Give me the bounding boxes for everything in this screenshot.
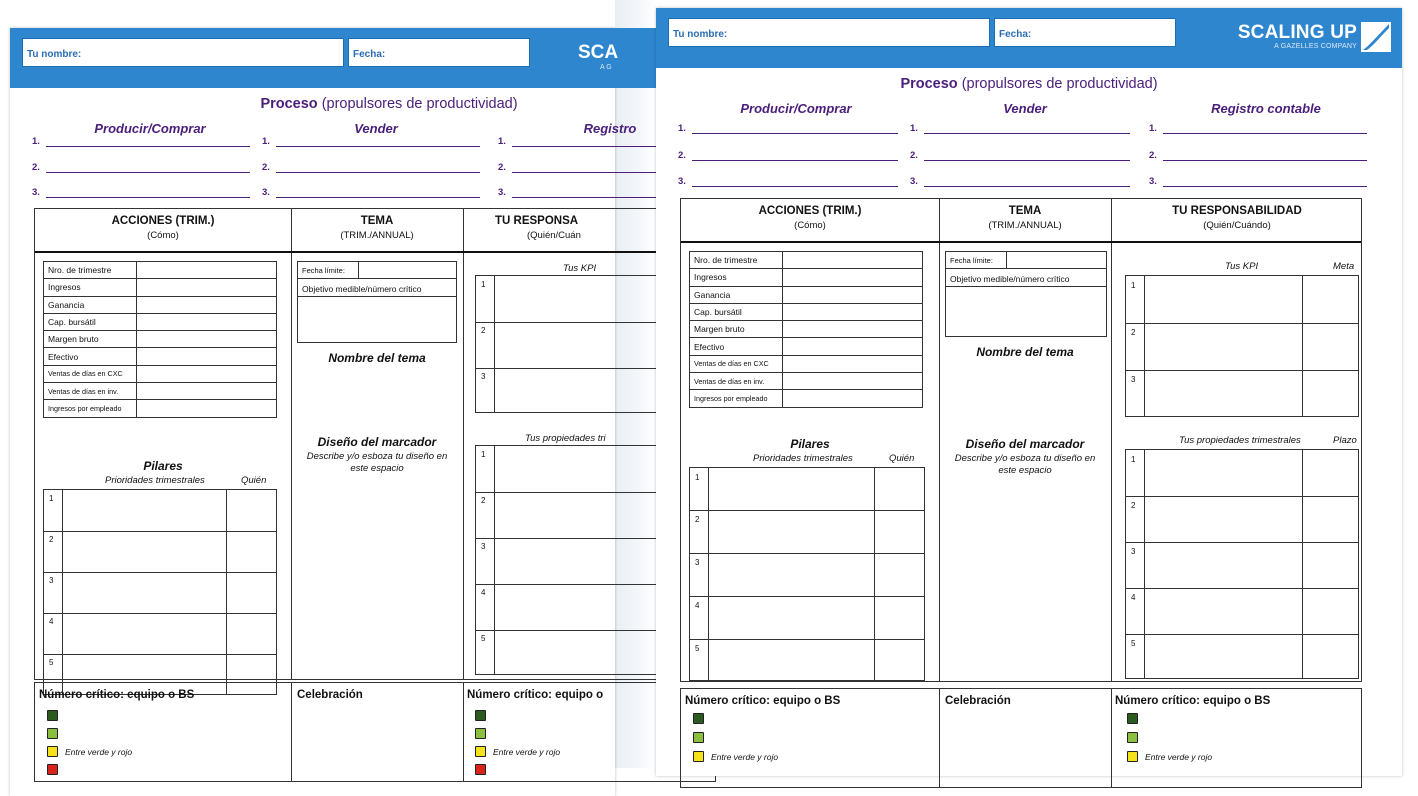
metrics-table: Nro. de trimestre Ingresos Ganancia Cap. bursátil Margen bruto Efectivo Ventas de días en CXC Ventas de días en inv. Ingresos por empleado xyxy=(43,261,277,418)
name-label: Tu nombre: xyxy=(27,49,82,60)
scoreboard-title: Diseño del marcador xyxy=(317,435,437,449)
column-head-produce: Producir/Comprar xyxy=(740,101,852,116)
name-label: Tu nombre: xyxy=(673,29,728,40)
process-line[interactable]: 1. xyxy=(262,136,270,147)
date-field[interactable] xyxy=(348,38,530,67)
kpi-grid[interactable]: 1 2 3 xyxy=(475,275,675,413)
pilares-sub: Prioridades trimestrales xyxy=(105,475,205,486)
bottom-grid xyxy=(680,688,1362,788)
worksheet-page-right xyxy=(656,8,1402,776)
date-label: Fecha: xyxy=(353,49,386,60)
yellow-square[interactable] xyxy=(475,746,486,757)
kpi-label: Tus KPI xyxy=(1225,261,1259,272)
process-line[interactable]: 3. xyxy=(678,176,686,187)
pilares-title: Pilares xyxy=(143,459,183,473)
theme-box[interactable]: Fecha límite: Objetivo medible/número crítico xyxy=(945,251,1107,337)
red-square[interactable] xyxy=(475,764,486,775)
resp-header: TU RESPONSA (Quién/Cuán xyxy=(495,215,581,241)
logo-title: SCA xyxy=(578,42,619,63)
scoreboard-desc: Describe y/o esboza tu diseño en este espacio xyxy=(306,451,448,474)
process-line[interactable]: 1. xyxy=(678,123,686,134)
critical-number-title-2: Número crítico: equipo o xyxy=(467,689,604,701)
critical-number-title: Número crítico: equipo o BS xyxy=(39,689,195,701)
red-square[interactable] xyxy=(47,764,58,775)
pilares-grid[interactable]: 1 2 3 4 5 xyxy=(43,489,277,695)
column-head-accounting: Registro xyxy=(583,121,637,136)
logo-mark-icon xyxy=(1361,22,1391,52)
pilares-grid[interactable]: 1 2 3 4 5 xyxy=(689,467,925,681)
kpi-grid[interactable]: 1 2 3 xyxy=(1125,275,1359,417)
process-line[interactable]: 2. xyxy=(498,162,506,173)
yellow-square[interactable] xyxy=(47,746,58,757)
celebration-title: Celebración xyxy=(297,689,363,701)
light-green-square[interactable] xyxy=(1127,732,1138,743)
process-line[interactable]: 2. xyxy=(32,162,40,173)
metrics-table: Nro. de trimestre Ingresos Ganancia Cap. bursátil Margen bruto Efectivo Ventas de días en CXC Ventas de días en inv. Ingresos por empleado xyxy=(689,251,923,408)
process-line[interactable]: 1. xyxy=(910,123,918,134)
dark-green-square[interactable] xyxy=(475,710,486,721)
process-line[interactable]: 1. xyxy=(498,136,506,147)
column-head-produce: Producir/Comprar xyxy=(94,121,206,136)
dark-green-square[interactable] xyxy=(47,710,58,721)
scaling-up-logo: SCALING UP A GAZELLES COMPANY xyxy=(1231,22,1391,62)
pilares-sub: Prioridades trimestrales xyxy=(753,453,853,464)
tema-header: TEMA (TRIM./ANNUAL) xyxy=(340,215,414,241)
main-grid xyxy=(680,198,1362,682)
logo-clipped xyxy=(578,42,618,71)
between-label: Entre verde y rojo xyxy=(65,747,133,757)
yellow-square[interactable] xyxy=(693,751,704,762)
process-line[interactable]: 3. xyxy=(910,176,918,187)
props-grid[interactable]: 1 2 3 4 5 xyxy=(475,445,675,675)
critical-number-title-2: Número crítico: equipo o BS xyxy=(1115,695,1271,707)
column-head-accounting: Registro contable xyxy=(1211,101,1321,116)
process-line[interactable]: 3. xyxy=(32,187,40,198)
theme-name: Nombre del tema xyxy=(328,351,426,365)
worksheet-page-left xyxy=(10,28,637,796)
process-line[interactable]: 3. xyxy=(1149,176,1157,187)
scoreboard-desc: Describe y/o esboza tu diseño en este espacio xyxy=(954,453,1096,476)
critical-number-title: Número crítico: equipo o BS xyxy=(685,695,841,707)
light-green-square[interactable] xyxy=(475,728,486,739)
process-line[interactable]: 1. xyxy=(32,136,40,147)
between-label: Entre verde y rojo xyxy=(1145,752,1213,762)
process-line[interactable]: 3. xyxy=(498,187,506,198)
props-label: Tus propiedades tri xyxy=(525,433,606,444)
theme-box[interactable]: Fecha límite: Objetivo medible/número crítico xyxy=(297,261,457,343)
kpi-goal: Meta xyxy=(1333,261,1355,272)
kpi-label: Tus KPI xyxy=(563,263,597,274)
celebration-title: Celebración xyxy=(945,695,1011,707)
process-title: Proceso (propulsores de productividad) xyxy=(260,96,518,112)
pilares-who: Quién xyxy=(241,475,267,486)
resp-header: TU RESPONSABILIDAD (Quién/Cuándo) xyxy=(1172,205,1302,231)
light-green-square[interactable] xyxy=(693,732,704,743)
column-head-sell: Vender xyxy=(354,121,398,136)
pilares-title: Pilares xyxy=(790,437,830,451)
yellow-square[interactable] xyxy=(1127,751,1138,762)
process-line[interactable]: 2. xyxy=(1149,150,1157,161)
header-bar xyxy=(10,28,756,88)
between-label: Entre verde y rojo xyxy=(493,747,561,757)
process-line[interactable]: 2. xyxy=(910,150,918,161)
bottom-grid xyxy=(34,682,716,782)
name-field[interactable] xyxy=(22,38,344,67)
acciones-header: ACCIONES (TRIM.) (Cómo) xyxy=(758,205,862,231)
process-line[interactable]: 1. xyxy=(1149,123,1157,134)
props-label: Tus propiedades trimestrales xyxy=(1179,435,1301,446)
process-line[interactable]: 2. xyxy=(678,150,686,161)
process-line[interactable]: 2. xyxy=(262,162,270,173)
light-green-square[interactable] xyxy=(47,728,58,739)
dark-green-square[interactable] xyxy=(693,713,704,724)
theme-name: Nombre del tema xyxy=(976,345,1074,359)
scoreboard-title: Diseño del marcador xyxy=(965,437,1085,451)
props-grid[interactable]: 1 2 3 4 5 xyxy=(1125,449,1359,679)
process-title: Proceso (propulsores de productividad) xyxy=(900,76,1158,92)
acciones-header: ACCIONES (TRIM.) (Cómo) xyxy=(111,215,215,241)
header-bar xyxy=(656,8,1402,68)
pilares-who: Quién xyxy=(889,453,915,464)
process-line[interactable]: 3. xyxy=(262,187,270,198)
between-label: Entre verde y rojo xyxy=(711,752,779,762)
column-head-sell: Vender xyxy=(1003,101,1047,116)
date-field[interactable] xyxy=(994,18,1176,47)
tema-header: TEMA (TRIM./ANNUAL) xyxy=(988,205,1062,231)
props-deadline: Plazo xyxy=(1333,435,1357,446)
main-grid xyxy=(34,208,716,680)
name-field[interactable] xyxy=(668,18,990,47)
dark-green-square[interactable] xyxy=(1127,713,1138,724)
logo-subtitle: A G xyxy=(600,64,612,71)
date-label: Fecha: xyxy=(999,29,1032,40)
